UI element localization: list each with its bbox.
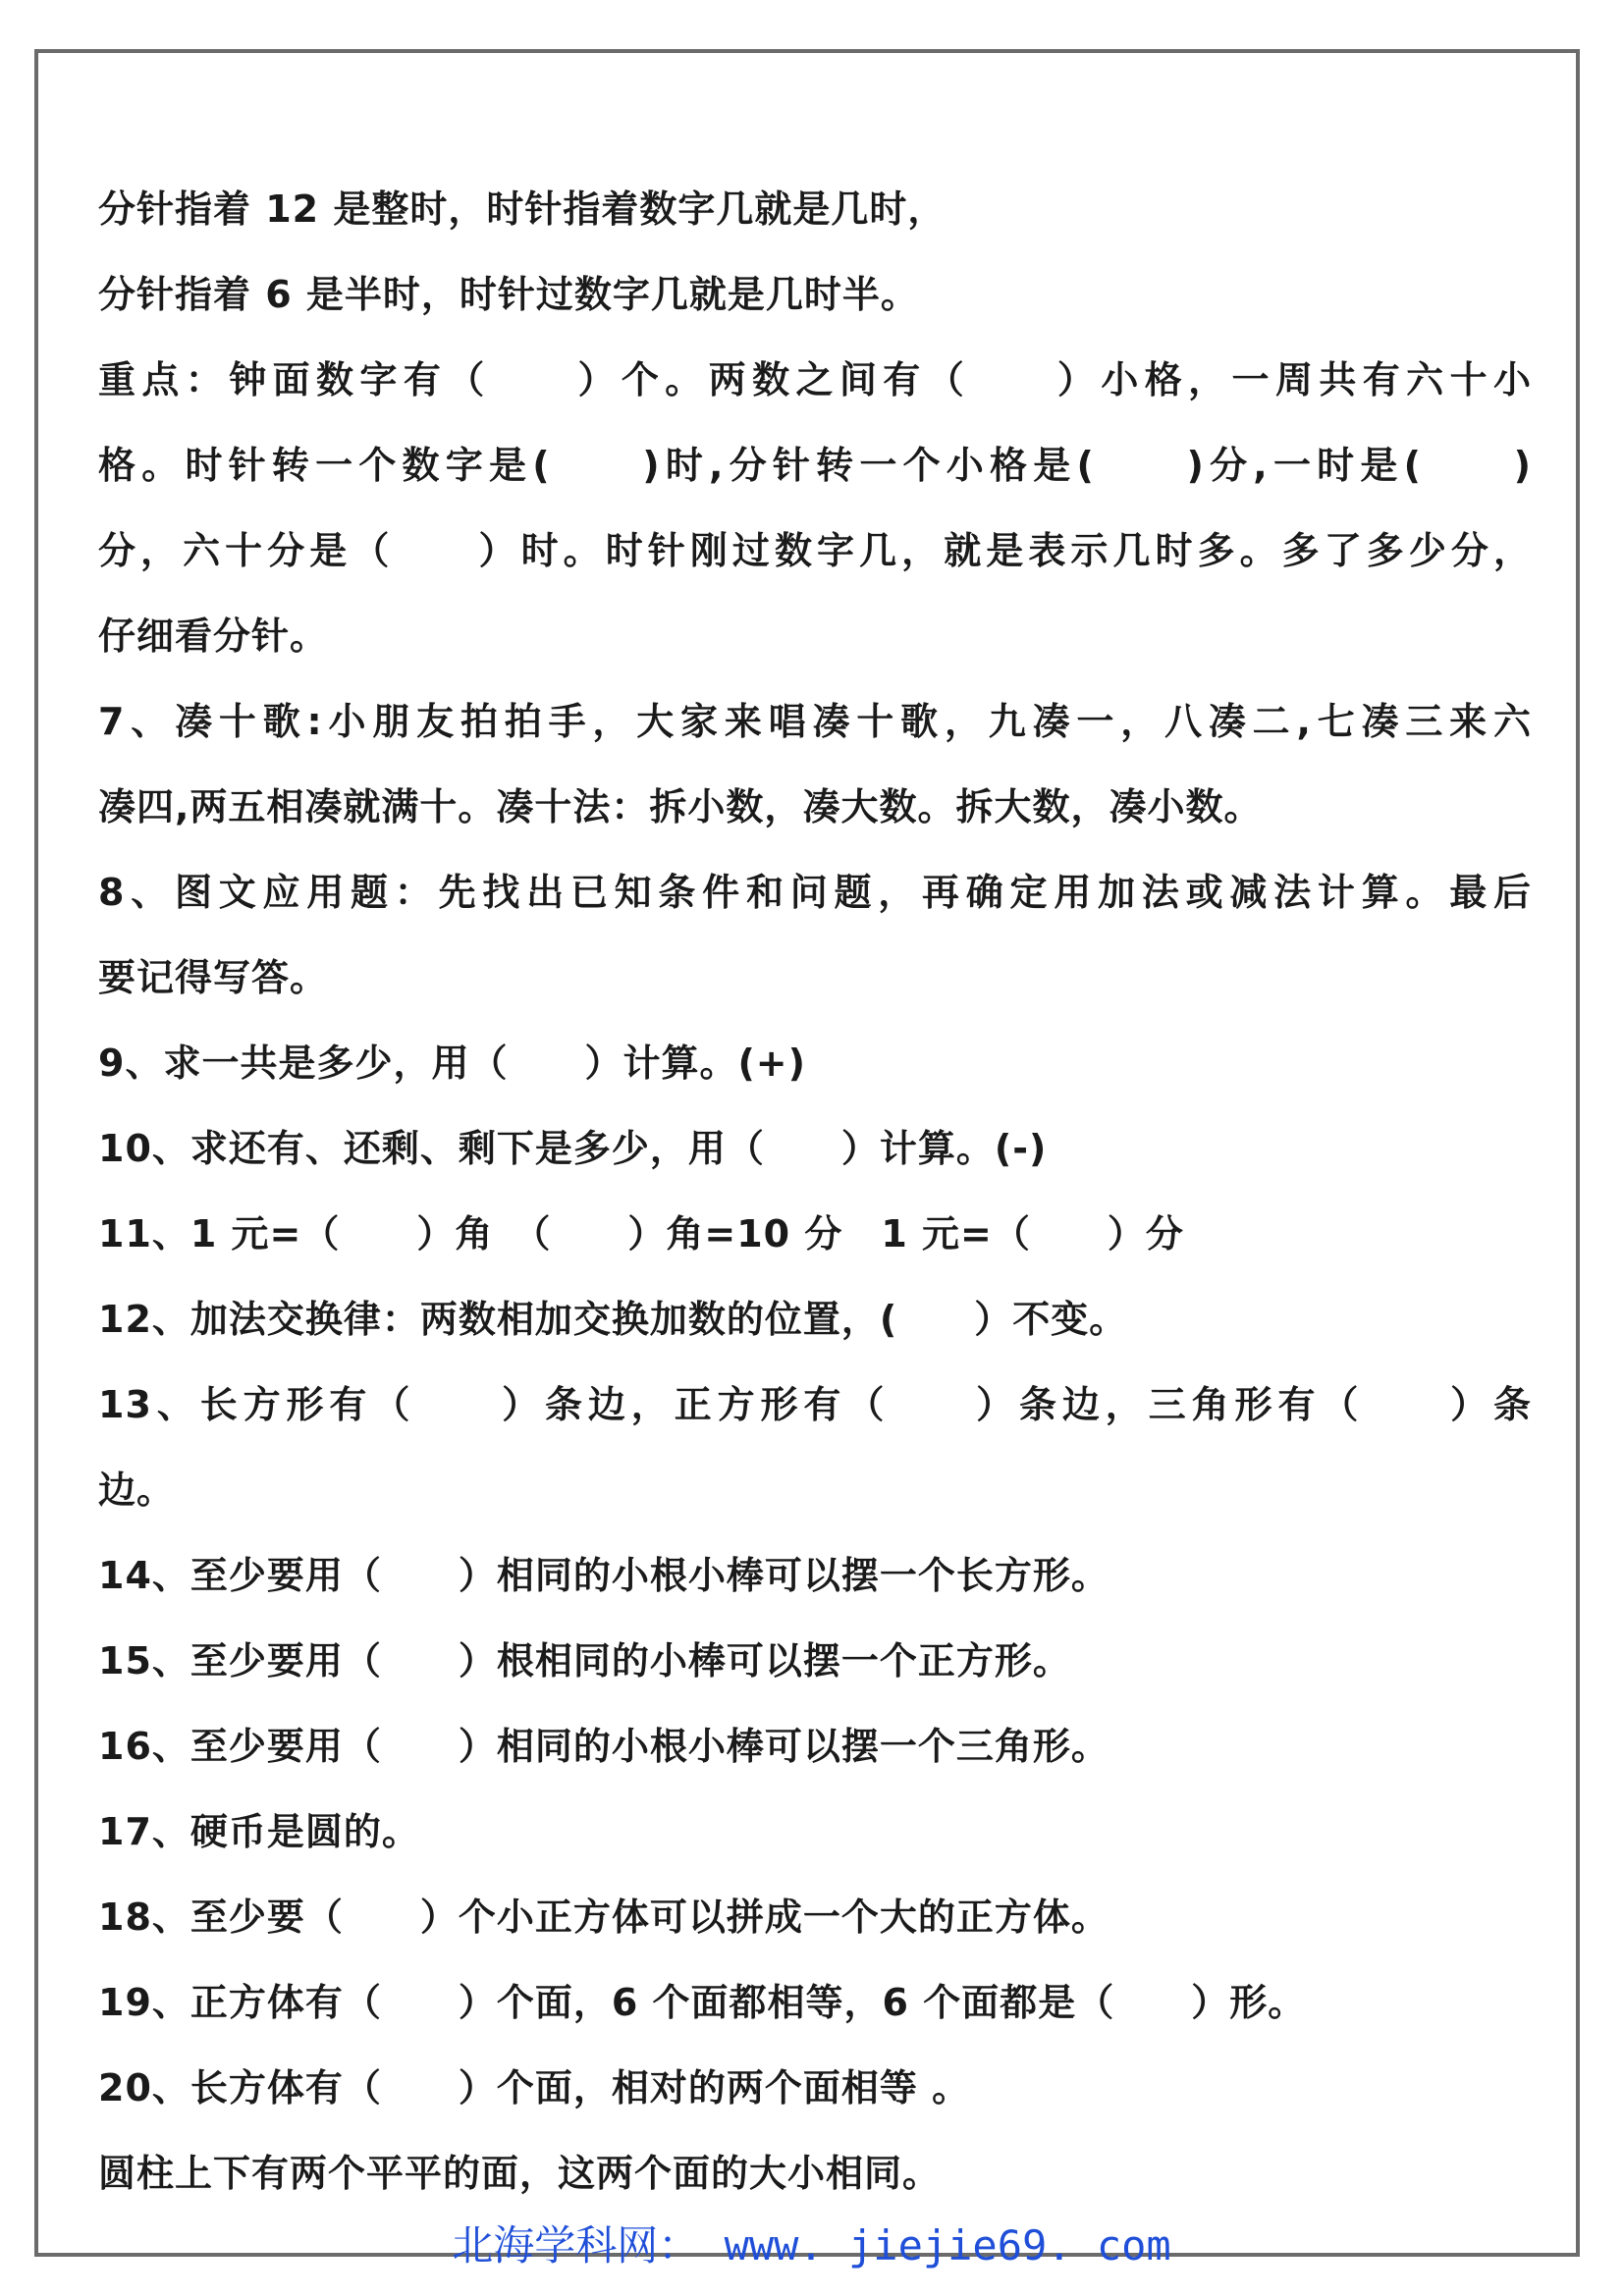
- text-line: 格。时针转一个数字是( )时,分针转一个小格是( )分,一时是( ): [98, 444, 1532, 487]
- text-line: 要记得写答。: [98, 956, 329, 999]
- text-line: 边。: [98, 1468, 176, 1512]
- text-line: 15、至少要用（ ）根相同的小棒可以摆一个正方形。: [98, 1639, 1071, 1682]
- text-line: 20、长方体有（ ）个面，相对的两个面相等 。: [98, 2066, 971, 2109]
- text-line: 凑四,两五相凑就满十。凑十法：拆小数，凑大数。拆大数，凑小数。: [98, 785, 1263, 828]
- text-line: 12、加法交换律：两数相加交换加数的位置，( ）不变。: [98, 1298, 1128, 1341]
- text-line: 分针指着 6 是半时，时针过数字几就是几时半。: [98, 273, 919, 316]
- text-line: 18、至少要（ ）个小正方体可以拼成一个大的正方体。: [98, 1896, 1109, 1939]
- text-line: 19、正方体有（ ）个面，6 个面都相等，6 个面都是（ ）形。: [98, 1981, 1307, 2024]
- text-line: 仔细看分针。: [98, 614, 329, 658]
- text-line: 8、图文应用题：先找出已知条件和问题，再确定用加法或减法计算。最后: [98, 871, 1532, 914]
- text-line: 7、凑十歌:小朋友拍拍手，大家来唱凑十歌，九凑一，八凑二,七凑三来六: [98, 700, 1532, 743]
- document-body: [98, 167, 1532, 2216]
- text-line: 重点：钟面数字有（ ）个。两数之间有（ ）小格，一周共有六十小: [98, 358, 1532, 401]
- text-line: 10、求还有、还剩、剩下是多少，用（ ）计算。(-): [98, 1127, 1048, 1170]
- watermark-footer: 北海学科网： www. jiejie69. com: [452, 2221, 1171, 2269]
- text-line: 分针指着 12 是整时，时针指着数字几就是几时，: [98, 187, 947, 231]
- text-line: 13、长方形有（ ）条边，正方形有（ ）条边，三角形有（ ）条: [98, 1383, 1532, 1426]
- text-line: 17、硬币是圆的。: [98, 1810, 420, 1853]
- text-line: 圆柱上下有两个平平的面，这两个面的大小相同。: [98, 2152, 942, 2195]
- text-line: 9、求一共是多少，用（ ）计算。(+): [98, 1041, 807, 1085]
- text-line: 14、至少要用（ ）相同的小根小棒可以摆一个长方形。: [98, 1554, 1109, 1597]
- text-line: 分，六十分是（ ）时。时针刚过数字几，就是表示几时多。多了多少分，: [98, 529, 1532, 572]
- text-line: 11、1 元=（ ）角 （ ）角=10 分 1 元=（ ）分: [98, 1212, 1184, 1255]
- text-line: 16、至少要用（ ）相同的小根小棒可以摆一个三角形。: [98, 1725, 1109, 1768]
